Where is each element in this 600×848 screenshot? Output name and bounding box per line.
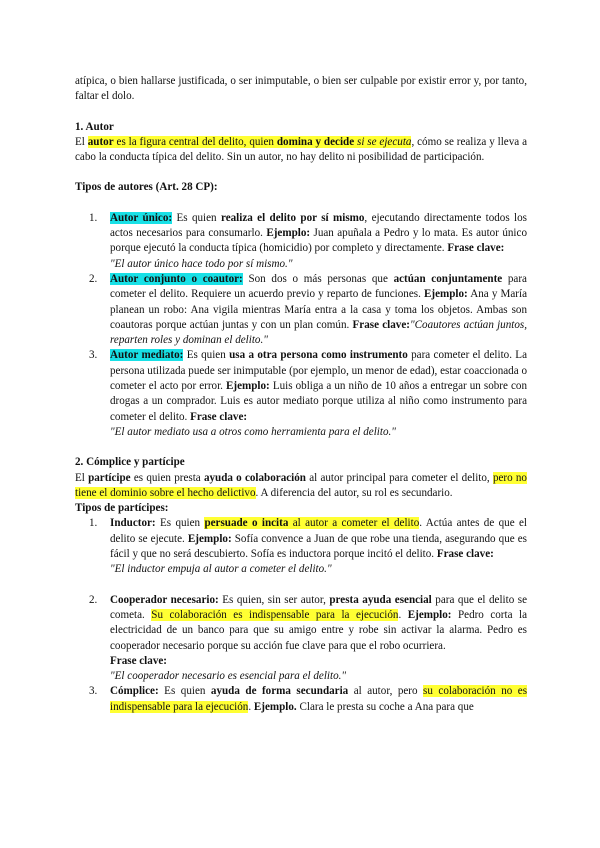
list-item: 1. Autor único: Es quien realiza el delito por sí mismo, ejecutando directamente todos los actos necesarios para consumarlo. Ejemplo: Juan apuñala a Pedro y lo mata. Es autor único porque ejecutó la conducta típica (homicidio) por completo y directamente. Frase clave: "El autor único hace todo por sí mismo." [89, 211, 527, 270]
section-complice-heading: 2. Cómplice y partícipe [75, 456, 185, 469]
document-page [75, 74, 527, 715]
list-item: 3. Cómplice: Es quien ayuda de forma secundaria al autor, pero su colaboración no es indispensable para la ejecución. Ejemplo. Clara le presta su coche a Ana para que [89, 685, 528, 713]
tipos-autores-heading: Tipos de autores (Art. 28 CP): [75, 181, 218, 194]
list-item: 2. Cooperador necesario: Es quien, sin ser autor, presta ayuda esencial para que el delito se cometa. Su colaboración es indispensable para la ejecución. Ejemplo: Pedro corta la electricidad de un banco para que su amigo entre y robe sin activar la alarma. Pedro es cooperador necesario porque su acción fue clave para que el robo ocurriera. Frase clave: "El cooperador necesario es esencial para el delito." [89, 593, 528, 683]
tipos-participes-heading: Tipos de partícipes: [75, 502, 169, 515]
section-autor-heading: 1. Autor [75, 120, 114, 133]
list-item: 3. Autor mediato: Es quien usa a otra persona como instrumento para cometer el delito. La persona utilizada puede ser inimputable (por ejemplo, un menor de edad), estar coaccionada o cometer el acto por error. Ejemplo: Luis obliga a un niño de 10 años a entregar un sobre con drogas a un comprador. Luis es autor mediato porque utiliza al niño como instrumento para cometer el delito. Frase clave: "El autor mediato usa a otros como herramienta para el delito." [89, 349, 527, 438]
tipos-autores-list [75, 211, 527, 440]
list-item: 2. Autor conjunto o coautor: Son dos o más personas que actúan conjuntamente para cometer el delito. Requiere un acuerdo previo y reparto de funciones. Ejemplo: Ana y María planean un robo: Ana vigila mientras María entra a la casa y toma los objetos. Ambas son coautoras porque actúan juntas y con un plan común. Frase clave:"Coautores actúan juntos, reparten roles y dominan el delito." [89, 272, 527, 347]
intro-paragraph: atípica, o bien hallarse justificada, o ser inimputable, o bien ser culpable por existir error y, por tanto, faltar el dolo. [75, 75, 527, 103]
tipos-participes-list [75, 516, 527, 715]
participe-definition: El partícipe es quien presta ayuda o colaboración al autor principal para cometer el delito, pero no tiene el dominio sobre el hecho delictivo. A diferencia del autor, su rol es secundario. [75, 471, 527, 499]
list-item: 1. Inductor: Es quien persuade o incita al autor a cometer el delito. Actúa antes de que el delito se ejecute. Ejemplo: Sofía convence a Juan de que robe una tienda, asegurando que es fácil y que no será descubierto. Sofía es inductora porque incitó el delito. Frase clave: "El inductor empuja al autor a cometer el delito." [89, 517, 528, 576]
autor-definition: El autor es la figura central del delito, quien domina y decide si se ejecuta, cómo se realiza y lleva a cabo la conducta típica del delito. Sin un autor, no hay delito ni posibilidad de participación. [75, 135, 527, 164]
